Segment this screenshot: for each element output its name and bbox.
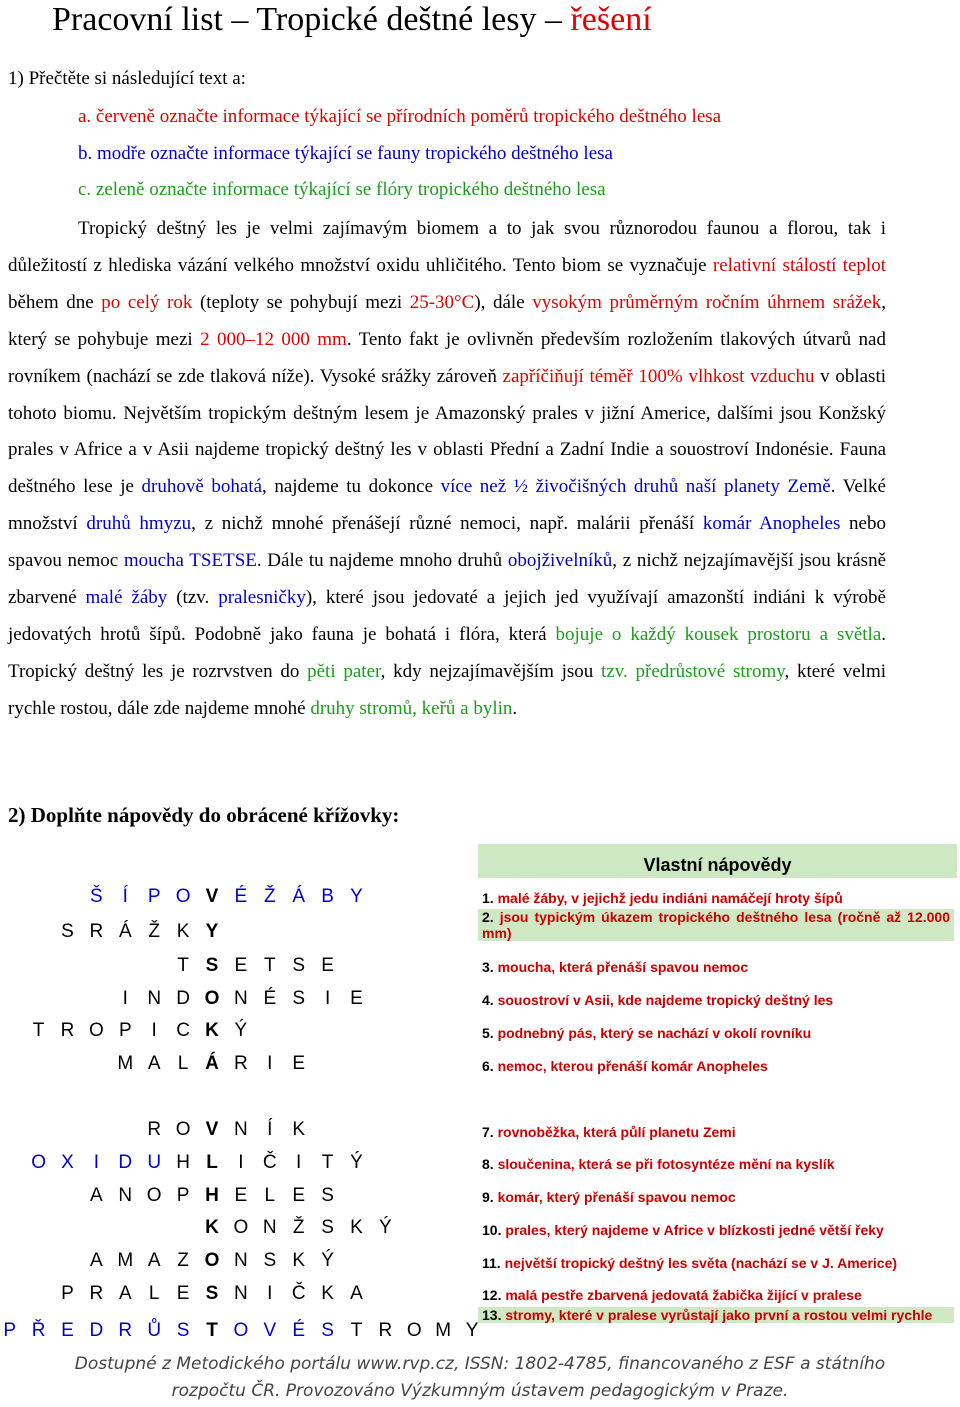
paragraph-text: ), které jsou jedovaté a jejich jed využívají amazonští indiáni k výrobě jedovatých hrotů šípů. Podobně jako fauna je bohatá i flóra, která <box>8 587 886 645</box>
crossword-cell: L <box>177 1053 189 1074</box>
paragraph-text: , najdeme tu dokonce <box>262 476 441 498</box>
crossword-cell: K <box>176 921 190 942</box>
clue-text: stromy, které v pralese vyrůstají jako první a rostou velmi rychle <box>505 1307 933 1323</box>
crossword-cell: Ů <box>147 1320 162 1341</box>
crossword-cell: V <box>205 886 219 907</box>
paragraph-text: , kdy nejzajímavějším jsou <box>380 660 602 682</box>
crossword-cell: R <box>60 1020 75 1041</box>
paragraph-text: . Tropický deštný les je rozrvstven do <box>8 623 887 682</box>
clue-8 <box>478 1156 954 1172</box>
paragraph-text: (teploty se pohybují mezi <box>192 291 410 313</box>
highlight-blue: malé žáby <box>85 587 168 609</box>
crossword-cell: Í <box>267 1119 273 1140</box>
crossword-cell: A <box>90 1185 103 1206</box>
paragraph-text: Tropický deštný les je velmi zajímavým biomem a to jak svou různorodou faunou a florou, tak i důležitostí z hlediska vázání velkého množství oxidu uhličitého. Tento biom se vyznačuje <box>8 218 886 276</box>
page-title <box>52 0 652 40</box>
highlight-red: vysokým průměrným ročním úhrnem srážek <box>532 291 882 313</box>
crossword-cell: Č <box>262 1152 277 1173</box>
crossword-cell: I <box>238 1152 244 1173</box>
crossword-cell: S <box>61 921 74 942</box>
clue-12 <box>478 1287 954 1303</box>
clue-number: 2. <box>482 909 500 925</box>
crossword-cell: I <box>267 1283 273 1304</box>
paragraph-text: během dne <box>8 291 102 313</box>
clue-text: moucha, která přenáší spavou nemoc <box>497 959 749 975</box>
crossword-cell: V <box>263 1320 277 1341</box>
crossword-cell: Á <box>118 921 132 942</box>
clues-heading: Vlastní nápovědy <box>478 844 957 878</box>
paragraph-text: . Velké množství <box>8 476 886 535</box>
highlight-blue: druhově bohatá <box>141 476 263 498</box>
highlight-blue: obojživelníků <box>507 550 613 572</box>
crossword-cell: A <box>350 1283 363 1304</box>
crossword-cell: S <box>205 955 219 976</box>
crossword-cell: T <box>350 1320 363 1341</box>
crossword-cell: S <box>176 1320 190 1341</box>
crossword-cell: O <box>146 1185 162 1206</box>
crossword-cell: P <box>3 1320 17 1341</box>
crossword-cell: T <box>32 1020 45 1041</box>
crossword-cell: O <box>233 1320 249 1341</box>
highlight-red: 25-30°C <box>409 291 475 313</box>
crossword-cell: O <box>406 1320 422 1341</box>
crossword-cell: Ř <box>31 1320 46 1341</box>
crossword-cell: É <box>234 886 248 907</box>
clue-number: 9. <box>482 1189 498 1205</box>
crossword-cell: I <box>267 1053 273 1074</box>
clue-text: nemoc, kterou přenáší komár Anopheles <box>497 1058 768 1074</box>
crossword-cell: N <box>262 1217 277 1238</box>
clue-11 <box>478 1255 954 1271</box>
crossword-cell: S <box>263 1250 277 1271</box>
crossword-cell: E <box>234 955 248 976</box>
crossword-cell: K <box>292 1250 306 1271</box>
crossword-cell: Ý <box>321 1250 334 1271</box>
clue-text: souostroví v Asii, kde najdeme tropický deštný les <box>497 992 834 1008</box>
crossword-cell: Á <box>205 1053 219 1074</box>
clue-number: 5. <box>482 1025 498 1041</box>
crossword-cell: E <box>321 955 334 976</box>
clue-9 <box>478 1189 954 1205</box>
paragraph-text: v oblasti tohoto biomu. Největším tropickým deštným lesem je Amazonský prales v jižní Americe, dalšími jsou Konžský prales v Africe a v Asii najdeme tropický deštný les v oblasti Přední a Zadní Indie a souostroví Indonésie. Fauna deštného lese je <box>8 365 887 498</box>
clue-number: 3. <box>482 959 498 975</box>
crossword-cell: Ý <box>350 1152 363 1173</box>
crossword-cell: E <box>350 988 363 1009</box>
clue-text: jsou typickým úkazem tropického deštného lesa (ročně až 12.000 mm) <box>482 909 950 941</box>
clue-7 <box>478 1124 954 1140</box>
crossword-cell: T <box>177 955 189 976</box>
crossword-cell: D <box>118 1152 133 1173</box>
highlight-red: relativní stálostí teplot <box>712 254 886 276</box>
clue-number: 12. <box>482 1287 506 1303</box>
clue-text: rovnoběžka, která půlí planetu Zemi <box>497 1124 736 1140</box>
crossword-cell: N <box>234 1250 248 1271</box>
crossword-cell: H <box>176 1152 190 1173</box>
crossword-cell: L <box>206 1152 218 1173</box>
clue-10 <box>478 1222 954 1238</box>
crossword-cell: I <box>296 1152 302 1173</box>
clue-3 <box>478 959 954 975</box>
clue-number: 10. <box>482 1222 506 1238</box>
clue-number: 7. <box>482 1124 498 1140</box>
crossword-cell: E <box>61 1320 74 1341</box>
crossword-cell: Š <box>90 886 103 907</box>
crossword-cell: N <box>118 1185 133 1206</box>
crossword-cell: O <box>31 1152 46 1173</box>
crossword-cell: E <box>292 1053 306 1074</box>
crossword-cell: T <box>321 1152 334 1173</box>
paragraph-text: ), dále <box>474 291 533 313</box>
crossword-cell: Y <box>205 921 219 942</box>
crossword-cell: K <box>292 1119 306 1140</box>
crossword-cell: Ž <box>148 921 160 942</box>
highlight-green: tzv. předrůstové stromy <box>601 660 785 682</box>
clue-number: 1. <box>482 890 498 906</box>
crossword-cell: Y <box>465 1320 479 1341</box>
paragraph-text: , z nichž mnohé přenášejí různé nemoci, např. malárii přenáší <box>191 513 703 535</box>
title-accent: řešení <box>570 1 652 38</box>
crossword-cell: N <box>234 988 248 1009</box>
crossword-cell: Ž <box>263 886 276 907</box>
highlight-blue: více než ½ živočišných druhů naší planety Země <box>440 476 831 498</box>
crossword-cell: N <box>234 1119 248 1140</box>
crossword-cell: Ý <box>234 1020 248 1041</box>
crossword-cell: L <box>264 1185 276 1206</box>
crossword-cell: R <box>89 921 104 942</box>
clue-number: 11. <box>482 1255 505 1271</box>
clue-4 <box>478 992 954 1008</box>
clue-number: 4. <box>482 992 498 1008</box>
clue-number: 13. <box>482 1307 506 1323</box>
crossword-cell: S <box>205 1283 219 1304</box>
highlight-red: 2 000–12 000 mm <box>200 328 347 350</box>
crossword-cell: K <box>350 1217 363 1238</box>
clue-1 <box>478 890 954 906</box>
crossword-cell: I <box>151 1020 157 1041</box>
crossword-cell: E <box>292 1185 306 1206</box>
footer-line-2: rozpočtu ČR. Provozováno Výzkumným ústavem pedagogickým v Praze. <box>171 1381 789 1401</box>
crossword-cell: M <box>117 1053 134 1074</box>
paragraph-text: , z nichž nejzajímavější jsou krásně zbarvené <box>8 550 887 609</box>
paragraph-text: . Tento fakt je ovlivněn především rozložením tlakových útvarů nad rovníkem (nachází se zde tlaková níže). Vysoké srážky zároveň <box>8 328 886 387</box>
crossword-cell: R <box>89 1283 104 1304</box>
clue-13 <box>478 1307 954 1323</box>
crossword-cell: O <box>204 988 220 1009</box>
crossword-cell: T <box>263 955 276 976</box>
crossword-cell: O <box>233 1217 249 1238</box>
crossword-cell: Á <box>292 886 306 907</box>
highlight-blue: moucha TSETSE <box>123 550 257 572</box>
footer-line-1: Dostupné z Metodického portálu www.rvp.cz, ISSN: 1802-4785, financovaného z ESF a státního <box>74 1354 886 1374</box>
crossword-cell: S <box>321 1320 334 1341</box>
crossword-cell: K <box>205 1020 219 1041</box>
crossword-cell: O <box>175 1119 191 1140</box>
crossword-cell: D <box>176 988 190 1009</box>
crossword-cell: C <box>176 1020 190 1041</box>
crossword-cell: P <box>147 886 161 907</box>
highlight-blue: pralesničky <box>218 587 306 609</box>
crossword-cell: Y <box>350 886 363 907</box>
crossword-cell: K <box>321 1283 334 1304</box>
clue-text: sloučenina, která se při fotosyntéze mění na kyslík <box>497 1156 835 1172</box>
clue-text: komár, který přenáší spavou nemoc <box>497 1189 736 1205</box>
crossword-cell: P <box>61 1283 74 1304</box>
crossword-cell: I <box>93 1152 100 1173</box>
crossword-cell: V <box>205 1119 219 1140</box>
instruction-blue: b. modře označte informace týkající se fauny tropického deštného lesa <box>78 143 613 164</box>
clue-text: prales, který najdeme v Africe v blízkosti jedné větší řeky <box>505 1222 884 1238</box>
highlight-red: po celý rok <box>101 291 193 313</box>
crossword-cell: É <box>263 988 277 1009</box>
crossword-cell: Ý <box>379 1217 392 1238</box>
instruction-green: c. zeleně označte informace týkající se flóry tropického deštného lesa <box>78 179 606 200</box>
crossword-cell: E <box>234 1185 248 1206</box>
crossword-cell: S <box>292 988 306 1009</box>
crossword-cell: A <box>118 1283 132 1304</box>
crossword-cell: Z <box>177 1250 189 1271</box>
crossword-cell: B <box>321 886 334 907</box>
crossword-cell: K <box>205 1217 219 1238</box>
crossword-cell: P <box>118 1020 132 1041</box>
highlight-red: zapříčiňují téměř 100% vlhkost vzduchu <box>502 365 815 387</box>
clue-2 <box>478 909 954 941</box>
crossword-cell: E <box>176 1283 190 1304</box>
paragraph-text: , které velmi rychle rostou, dále zde najdeme mnohé <box>8 660 887 719</box>
crossword-cell: U <box>147 1152 162 1173</box>
paragraph-text: , který se pohybuje mezi <box>8 291 886 350</box>
highlight-blue: komár Anopheles <box>702 513 841 535</box>
paragraph-text: (tzv. <box>167 587 219 609</box>
clue-text: podnebný pás, který se nachází v okolí rovníku <box>497 1025 812 1041</box>
crossword-cell: X <box>61 1152 74 1173</box>
crossword-cell: T <box>206 1320 218 1341</box>
clue-number: 6. <box>482 1058 498 1074</box>
crossword-cell: R <box>147 1119 162 1140</box>
instruction-red: a. červeně označte informace týkající se přírodních poměrů tropického deštného lesa <box>78 106 722 127</box>
highlight-green: pěti pater <box>307 660 381 682</box>
clue-text: malá pestře zbarvená jedovatá žabička žijící v pralese <box>505 1287 862 1303</box>
crossword-cell: I <box>324 988 331 1009</box>
crossword-cell: S <box>321 1185 334 1206</box>
crossword-cell: O <box>204 1250 220 1271</box>
crossword-cell: M <box>435 1320 452 1341</box>
clue-number: 8. <box>482 1156 498 1172</box>
crossword-cell: L <box>148 1283 160 1304</box>
crossword-cell: R <box>234 1053 248 1074</box>
crossword-cell: Č <box>291 1283 306 1304</box>
crossword-cell: A <box>90 1250 103 1271</box>
crossword-cell: O <box>175 886 191 907</box>
crossword-cell: Í <box>122 886 128 907</box>
crossword-cell: H <box>205 1185 219 1206</box>
task1-heading: 1) Přečtěte si následující text a: <box>8 68 246 89</box>
crossword-cell: D <box>89 1320 104 1341</box>
main-paragraph <box>8 211 886 728</box>
crossword-cell: S <box>321 1217 334 1238</box>
paragraph-text: . <box>512 697 518 719</box>
crossword-cell: Ž <box>292 1217 305 1238</box>
crossword-cell: P <box>176 1185 190 1206</box>
highlight-green: druhy stromů, keřů a bylin <box>310 697 513 719</box>
crossword-cell: É <box>292 1320 306 1341</box>
highlight-blue: druhů hmyzu <box>86 513 192 535</box>
paragraph-text: . Dále tu najdeme mnoho druhů <box>256 550 508 572</box>
clue-text: největší tropický deštný les světa (nachází se v J. Americe) <box>504 1255 898 1271</box>
task2-heading: 2) Doplňte nápovědy do obrácené křížovky: <box>8 803 400 827</box>
crossword-cell: I <box>122 988 128 1009</box>
crossword-cell: R <box>378 1320 393 1341</box>
paragraph-text: nebo spavou nemoc <box>8 513 886 572</box>
crossword-cell: A <box>147 1053 161 1074</box>
crossword-cell: N <box>147 988 162 1009</box>
clue-5 <box>478 1025 954 1041</box>
highlight-green: bojuje o každý kousek prostoru a světla <box>555 623 882 645</box>
crossword-cell: O <box>89 1020 104 1041</box>
title-main: Pracovní list – Tropické deštné lesy – <box>52 1 571 38</box>
crossword-cell: N <box>234 1283 248 1304</box>
crossword-cell: A <box>147 1250 161 1271</box>
crossword-cell: R <box>118 1320 133 1341</box>
crossword-cell: M <box>117 1250 134 1271</box>
crossword-cell: S <box>292 955 306 976</box>
clue-6 <box>478 1058 954 1074</box>
clue-text: malé žáby, v jejichž jedu indiáni namáčejí hroty šípů <box>497 890 843 906</box>
